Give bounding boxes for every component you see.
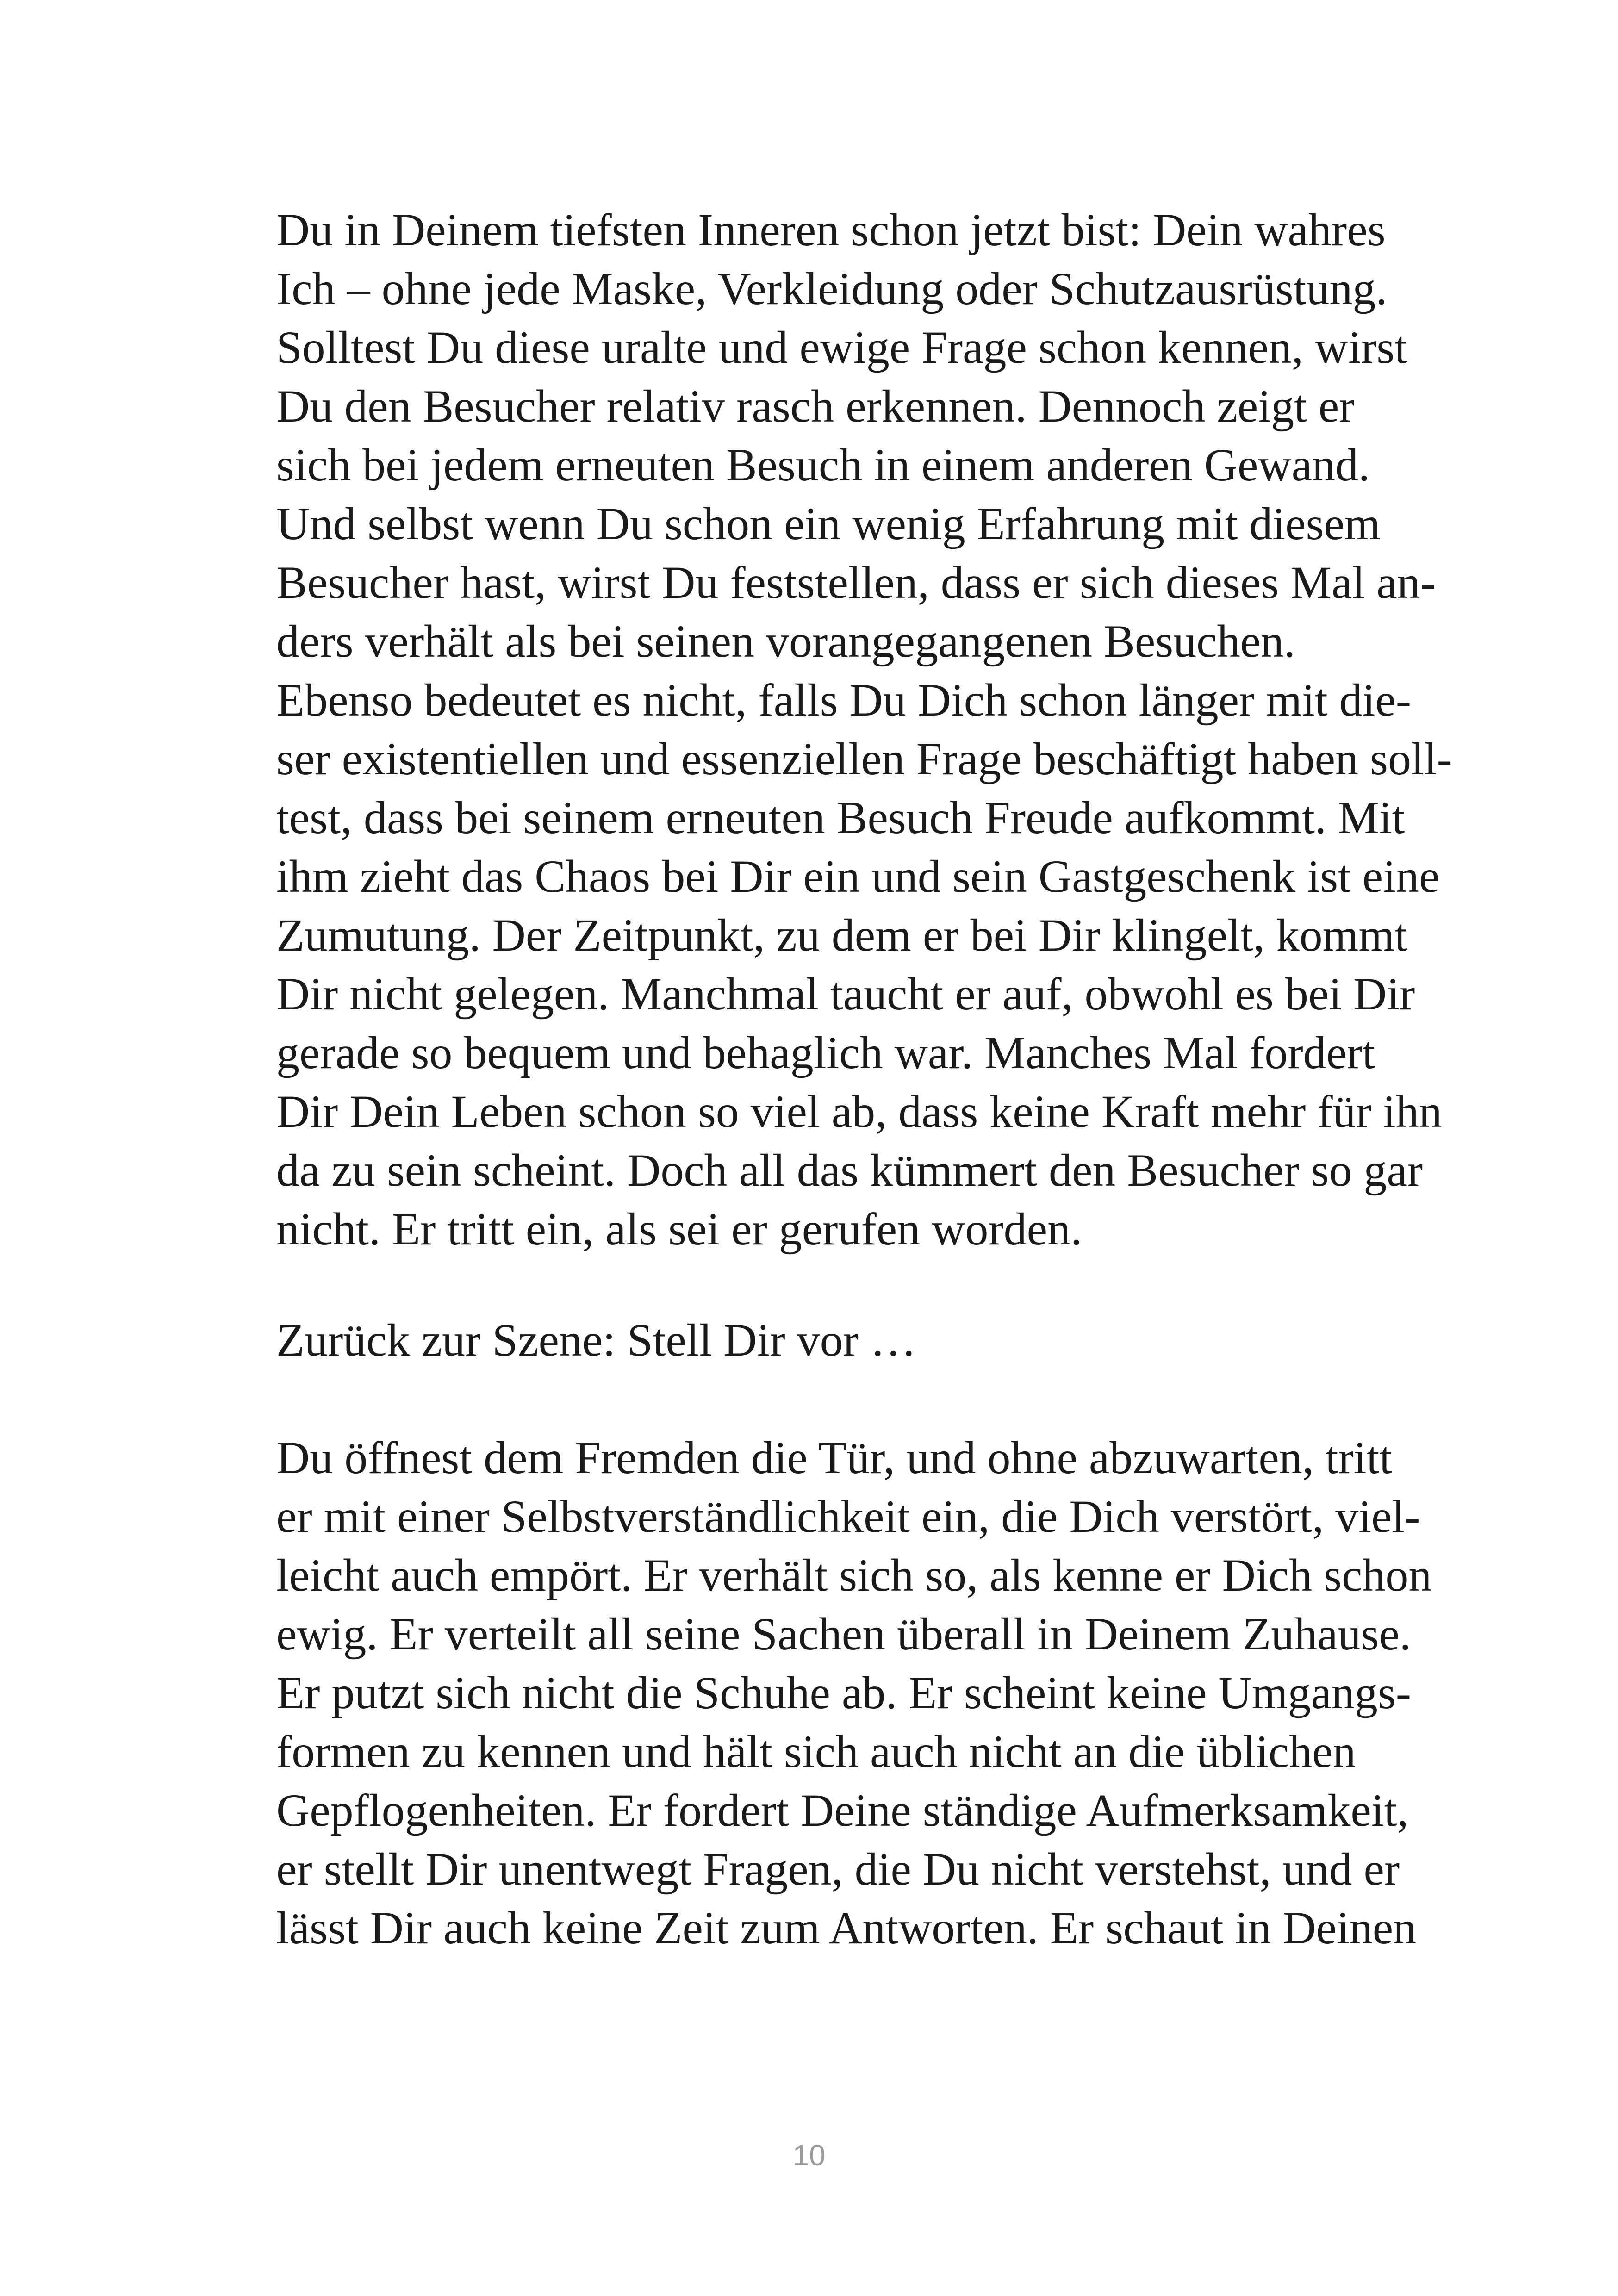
text-line: Zurück zur Szene: Stell Dir vor … bbox=[276, 1314, 916, 1366]
page-number: 10 bbox=[792, 2139, 826, 2172]
text-line: Er putzt sich nicht die Schuhe ab. Er scheint keine Umgangs- bbox=[276, 1667, 1412, 1718]
text-line: ihm zieht das Chaos bei Dir ein und sein Gastgeschenk ist eine bbox=[276, 851, 1440, 902]
text-line: Und selbst wenn Du schon ein wenig Erfahrung mit diesem bbox=[276, 498, 1381, 549]
text-line: gerade so bequem und behaglich war. Manches Mal fordert bbox=[276, 1027, 1375, 1078]
text-line: Du öffnest dem Fremden die Tür, und ohne abzuwarten, tritt bbox=[276, 1432, 1393, 1483]
text-line: Ebenso bedeutet es nicht, falls Du Dich schon länger mit die- bbox=[276, 674, 1412, 726]
text-line: nicht. Er tritt ein, als sei er gerufen worden. bbox=[276, 1203, 1083, 1255]
text-line: ser existentiellen und essenziellen Frage beschäftigt haben soll- bbox=[276, 733, 1452, 784]
paragraph-continued bbox=[276, 200, 1452, 1258]
text-line: Besucher hast, wirst Du feststellen, dass er sich dieses Mal an- bbox=[276, 557, 1436, 608]
text-line: er mit einer Selbstverständlichkeit ein, die Dich verstört, viel- bbox=[276, 1491, 1420, 1542]
scene-transition-paragraph bbox=[276, 1311, 1345, 1369]
text-line: test, dass bei seinem erneuten Besuch Freude aufkommt. Mit bbox=[276, 792, 1405, 843]
text-line: da zu sein scheint. Doch all das kümmert den Besucher so gar bbox=[276, 1145, 1423, 1196]
text-line: Du in Deinem tiefsten Inneren schon jetzt bist: Dein wahres bbox=[276, 204, 1386, 255]
text-line: Dir Dein Leben schon so viel ab, dass keine Kraft mehr für ihn bbox=[276, 1086, 1442, 1137]
text-line: ders verhält als bei seinen vorangegangenen Besuchen. bbox=[276, 616, 1295, 667]
text-line: er stellt Dir unentwegt Fragen, die Du nicht verstehst, und er bbox=[276, 1843, 1400, 1895]
text-line: Ich – ohne jede Maske, Verkleidung oder Schutzausrüstung. bbox=[276, 263, 1388, 314]
text-line: lässt Dir auch keine Zeit zum Antworten. Er schaut in Deinen bbox=[276, 1902, 1417, 1954]
text-line: Solltest Du diese uralte und ewige Frage schon kennen, wirst bbox=[276, 322, 1407, 373]
text-line: Zumutung. Der Zeitpunkt, zu dem er bei Dir klingelt, kommt bbox=[276, 909, 1407, 961]
text-line: Dir nicht gelegen. Manchmal taucht er auf, obwohl es bei Dir bbox=[276, 968, 1415, 1020]
text-line: formen zu kennen und hält sich auch nicht an die üblichen bbox=[276, 1726, 1356, 1777]
text-line: Du den Besucher relativ rasch erkennen. Dennoch zeigt er bbox=[276, 380, 1355, 432]
paragraph-visitor bbox=[276, 1428, 1432, 1957]
text-line: sich bei jedem erneuten Besuch in einem anderen Gewand. bbox=[276, 439, 1370, 491]
text-line: leicht auch empört. Er verhält sich so, als kenne er Dich schon bbox=[276, 1549, 1432, 1601]
text-line: ewig. Er verteilt all seine Sachen überall in Deinem Zuhause. bbox=[276, 1608, 1411, 1660]
text-line: Gepflogenheiten. Er fordert Deine ständige Aufmerksamkeit, bbox=[276, 1785, 1409, 1836]
